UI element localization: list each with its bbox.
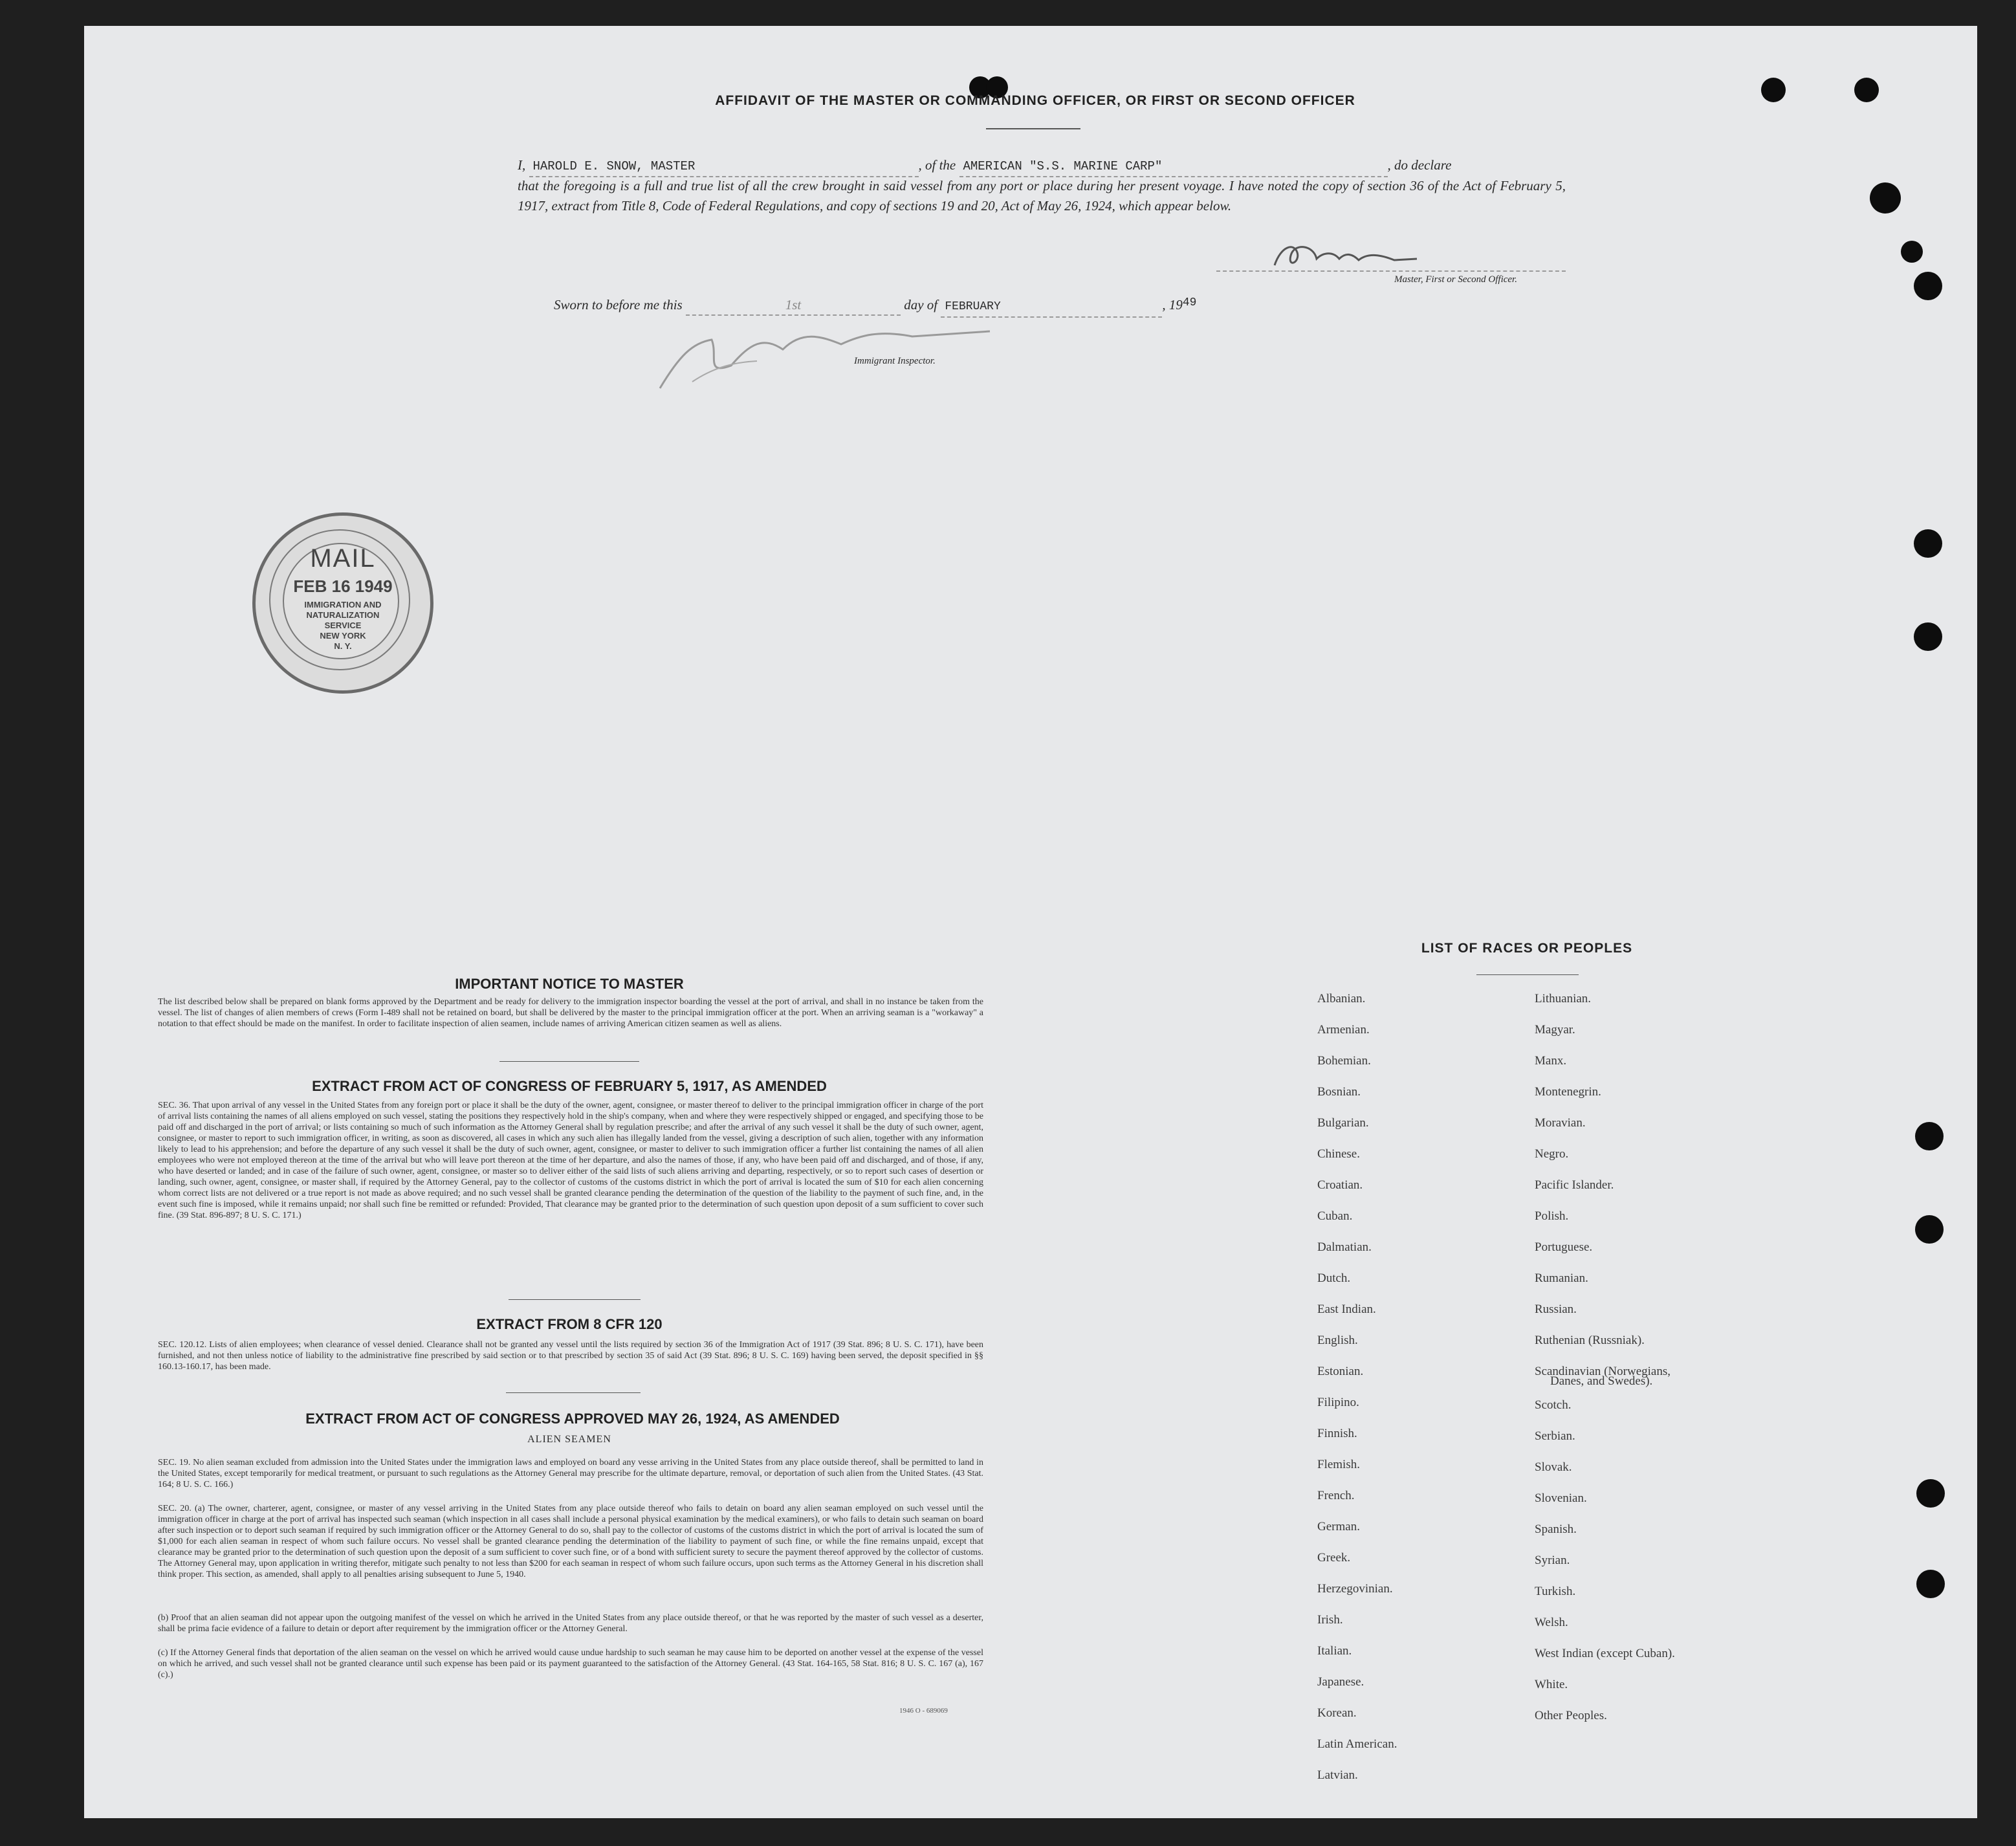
prefix-i: I,	[518, 157, 526, 173]
sec20b-text: (b) Proof that an alien seaman did not appear upon the outgoing manifest of the vessel on which he arrived in the United States from any place outside thereof, or that he was reported by the master of such vessel as a deserter, shall be prima facie evidence of a failure to detain or deport after requirement by the immigration officer or the Attorney General.	[158, 1613, 983, 1634]
stamp-date: FEB 16 1949	[293, 577, 393, 596]
race-item: Other Peoples.	[1535, 1709, 1607, 1722]
race-item: Finnish.	[1317, 1427, 1357, 1440]
race-item: West Indian (except Cuban).	[1535, 1647, 1675, 1660]
race-item: Scotch.	[1535, 1398, 1572, 1412]
cfr-title: EXTRACT FROM 8 CFR 120	[476, 1316, 663, 1332]
inspector-caption: Immigrant Inspector.	[854, 356, 936, 366]
notice-title: IMPORTANT NOTICE TO MASTER	[455, 976, 684, 992]
vessel-field	[959, 157, 1388, 177]
sworn-day-value: 1st	[785, 297, 802, 313]
sec20c-text: (c) If the Attorney General finds that deportation of the alien seaman on the vessel on which he arrived would cause undue hardship to such seaman he may cause him to be deported on another vessel at the expense of the vessel on which he arrived, and such vessel shall not be granted clearance until such expense has been paid or its payment guaranteed to the satisfaction of the Attorney General. (43 Stat. 164-165, 58 Stat. 816; 8 U. S. C. 167 (a), 167 (c).)	[158, 1648, 983, 1680]
race-item: Ruthenian (Russniak).	[1535, 1334, 1645, 1347]
race-item: East Indian.	[1317, 1302, 1376, 1316]
punch-hole	[1914, 622, 1942, 651]
race-item: German.	[1317, 1520, 1360, 1533]
mail-received-stamp	[252, 512, 433, 694]
race-item: Moravian.	[1535, 1116, 1586, 1130]
affidavit-title: AFFIDAVIT OF THE MASTER OR COMMANDING OFFICER, OR FIRST OR SECOND OFFICER	[715, 93, 1355, 108]
race-item: Lithuanian.	[1535, 992, 1592, 1005]
punch-hole	[1761, 78, 1786, 102]
punch-hole	[1915, 1122, 1944, 1150]
race-item: Slovak.	[1535, 1460, 1572, 1474]
race-item: Russian.	[1535, 1302, 1577, 1316]
race-item: Magyar.	[1535, 1023, 1575, 1037]
stamp-line2: NATURALIZATION	[306, 610, 380, 620]
race-item: Danes, and Swedes).	[1550, 1374, 1653, 1388]
race-item: Latvian.	[1317, 1768, 1358, 1782]
punch-hole	[1870, 182, 1901, 214]
sec20a-text: SEC. 20. (a) The owner, charterer, agent, consignee, or master of any vessel arriving in the United States from any place outside thereof who fails to detain on board any alien seaman employed on such vessel until the immigration officer in charge at the port of arrival has inspected such seaman (which inspection in all cases shall include a personal physical examination by the medical examiners), or who fails to detain such seaman on board after such inspection or to deport such seaman if required by such immigration officer or the Attorney General to do so, shall pay to the collector of customs of the customs district in which the port of arrival is located the sum of $1,000 for each alien seaman in respect of whom such failure occurs. No vessel shall be granted clearance pending the determination of the liability to payment of such fine, or while the fine remains unpaid, except that clearance may be granted prior to the determination of such question upon the deposit of a sum sufficient to cover such fine, or of a bond with sufficient surety to secure the payment thereof approved by the collector of customs. The Attorney General may, upon application in writing therefor, mitigate such penalty to not less than $200 for each seaman in respect of whom such failure occurs, upon such terms as the Attorney General in his discretion shall think proper. This section, as amended, shall apply to all penalties arising subsequent to June 5, 1940.	[158, 1504, 983, 1579]
race-item: Turkish.	[1535, 1585, 1576, 1598]
races-column-1	[1317, 983, 1524, 1791]
race-item: Dutch.	[1317, 1271, 1351, 1285]
year-prefix: , 19	[1162, 297, 1183, 313]
race-item: Flemish.	[1317, 1458, 1360, 1471]
race-item: Bulgarian.	[1317, 1116, 1369, 1130]
stamp-line3: SERVICE	[324, 621, 362, 630]
race-item: Italian.	[1317, 1644, 1352, 1658]
vessel-value: AMERICAN "S.S. MARINE CARP"	[963, 159, 1163, 173]
sworn-month-value: FEBRUARY	[945, 300, 1001, 313]
stamp-word: MAIL	[310, 544, 376, 573]
race-item: Portuguese.	[1535, 1240, 1593, 1254]
race-item: French.	[1317, 1489, 1355, 1502]
punch-hole	[1914, 529, 1942, 558]
do-declare-text: , do declare	[1387, 157, 1452, 173]
stamp-line5: N. Y.	[334, 641, 352, 651]
race-item: Bosnian.	[1317, 1085, 1361, 1099]
race-item: Herzegovinian.	[1317, 1582, 1393, 1596]
race-item: Scandinavian (Norwegians,	[1535, 1365, 1671, 1378]
alien-seamen-subtitle: ALIEN SEAMEN	[527, 1434, 611, 1445]
punch-hole	[1901, 241, 1923, 263]
notice-rule	[499, 1061, 639, 1062]
extract-1917-rule	[509, 1299, 641, 1300]
race-item: Slovenian.	[1535, 1491, 1587, 1505]
master-name-field	[529, 157, 919, 177]
affidavit-body: that the foregoing is a full and true list of all the crew brought in said vessel from any port or place during her present voyage. I have noted the copy of section 36 of the Act of February 5, 1917, extract from Title 8, Code of Federal Regulations, and copy of sections 19 and 20, Act of May 26, 1924, which appear below.	[518, 178, 1566, 214]
master-name-value: HAROLD E. SNOW, MASTER	[532, 159, 696, 173]
races-rule	[1476, 974, 1579, 975]
affidavit-declaration-line	[518, 155, 1566, 177]
race-item: Spanish.	[1535, 1522, 1577, 1536]
race-item: Albanian.	[1317, 992, 1366, 1005]
extract-1917-title: EXTRACT FROM ACT OF CONGRESS OF FEBRUARY 5, 1917, AS AMENDED	[312, 1078, 827, 1094]
race-item: Latin American.	[1317, 1737, 1397, 1751]
race-item: Syrian.	[1535, 1554, 1570, 1567]
punch-hole	[1914, 272, 1942, 300]
inspector-signature	[653, 304, 1016, 395]
race-item: Greek.	[1317, 1551, 1351, 1565]
notice-text: The list described below shall be prepared on blank forms approved by the Department and be ready for delivery to the immigration inspector boarding the vessel at the port of arrival, and shall in no instance be taken from the vessel. The list of changes of alien members of crews (Form I-489 shall not be retained on board, but shall be delivered by the master to the principal immigration officer at the port. When an arriving seaman is a "workaway" a notation to that effect should be made on the manifest. In order to facilitate inspection of alien seamen, include names of arriving American citizen seamen as well as aliens.	[158, 997, 983, 1029]
stamp-line1: IMMIGRATION AND	[304, 600, 382, 610]
race-item: Irish.	[1317, 1613, 1343, 1627]
race-item: Rumanian.	[1535, 1271, 1588, 1285]
race-item: Filipino.	[1317, 1396, 1359, 1409]
punch-hole	[1854, 78, 1879, 102]
punch-hole	[1916, 1570, 1945, 1598]
race-item: Croatian.	[1317, 1178, 1363, 1192]
signature-line	[1216, 270, 1566, 272]
race-item: English.	[1317, 1334, 1358, 1347]
extract-1924-title: EXTRACT FROM ACT OF CONGRESS APPROVED MAY 26, 1924, AS AMENDED	[305, 1411, 840, 1427]
printer-code: 1946 O - 689069	[899, 1707, 948, 1715]
race-item: Chinese.	[1317, 1147, 1360, 1161]
title-rule	[986, 128, 1080, 129]
cfr-rule	[506, 1392, 641, 1393]
year-suffix: 49	[1182, 296, 1197, 309]
day-of-text: day of	[904, 297, 938, 313]
race-item: Welsh.	[1535, 1616, 1568, 1629]
stamp-line4: NEW YORK	[320, 631, 366, 641]
race-item: Bohemian.	[1317, 1054, 1371, 1068]
race-item: Montenegrin.	[1535, 1085, 1601, 1099]
race-item: Dalmatian.	[1317, 1240, 1372, 1254]
race-item: Armenian.	[1317, 1023, 1370, 1037]
of-the-text: , of the	[918, 157, 956, 173]
sworn-prefix: Sworn to before me this	[554, 297, 683, 313]
race-item: Cuban.	[1317, 1209, 1353, 1223]
extract-1917-text: SEC. 36. That upon arrival of any vessel in the United States from any foreign port or place it shall be the duty of the owner, agent, consignee, or master thereof to deliver to the principal immigration officer in charge of the port of arrival lists containing the names of all aliens employed on such vessel, stating the positions they respectively hold in the ship's company, when and where they were respectively shipped or engaged, and specifying those to be paid off and discharged in the port of arrival; or lists containing so much of such information as the Attorney General shall by regulation prescribe; and after the arrival of any such vessel it shall be the duty of such owner, agent, consignee, or master to report to such immigration officer, in writing, as soon as discovered, all cases in which any such alien has illegally landed from the vessel, giving a description of such alien, together with any information likely to lead to his apprehension; and before the departure of any such vessel it shall be the duty of such owner, agent, consignee, or master to deliver to such immigration officer a further list containing the names of all alien employees who were not employed thereon at the time of the arrival but who will leave port thereon at the time of her departure, and also the names of those, if any, who have been paid off and discharged, and of those, if any, who have deserted or landed; and in case of the failure of such owner, agent, consignee, or master so to deliver either of the said lists of such aliens arriving and departing, respectively, or so to report such cases of desertion or landing, such owner, agent, consignee, or master shall, if required by the Attorney General, pay to the collector of customs of the customs district in which the port of arrival is located the sum of $10 for each alien concerning whom correct lists are not delivered or a true report is not made as above required; and no such vessel shall be granted clearance pending the determination of the question of the liability to the payment of such fine, and, in the event such fine is imposed, while it remains unpaid; nor shall such fine be remitted or refunded: Provided, That clearance may be granted prior to the determination of such question upon deposit of a sum sufficient to cover such fine. (39 Stat. 896-897; 8 U. S. C. 171.)	[158, 1101, 983, 1220]
signature-caption: Master, First or Second Officer.	[1394, 274, 1517, 285]
race-item: Estonian.	[1317, 1365, 1364, 1378]
race-item: Pacific Islander.	[1535, 1178, 1614, 1192]
race-item: Japanese.	[1317, 1675, 1364, 1689]
race-item: Korean.	[1317, 1706, 1357, 1720]
race-item: Negro.	[1535, 1147, 1569, 1161]
races-title: LIST OF RACES OR PEOPLES	[1421, 941, 1633, 956]
punch-hole	[1916, 1479, 1945, 1508]
punch-hole	[1915, 1215, 1944, 1244]
cfr-text: SEC. 120.12. Lists of alien employees; when clearance of vessel denied. Clearance shall not be granted any vessel until the lists required by section 36 of the Immigration Act of 1917 (39 Stat. 896; 8 U. S. C. 171), have been furnished, and not then unless notice of liability to the administrative fine prescribed by said section or to that prescribed by section 35 of said Act (39 Stat. 896; 8 U. S. C. 169) having been served, the deposit specified in §§ 160.13-160.17, has been made.	[158, 1340, 983, 1372]
race-item: Manx.	[1535, 1054, 1567, 1068]
race-item: Serbian.	[1535, 1429, 1575, 1443]
race-item: Polish.	[1535, 1209, 1569, 1223]
sec19-text: SEC. 19. No alien seaman excluded from admission into the United States under the immigration laws and employed on board any vesse arriving in the United States from any place outside thereof, shall be permitted to land in the United States, except temporarily for medical treatment, or pursuant to such regulations as the Attorney General may prescribe for the ultimate departure, removal, or deportation of such alien from the United States. (43 Stat. 164; 8 U. S. C. 166.)	[158, 1458, 983, 1489]
race-item: White.	[1535, 1678, 1568, 1691]
races-column-2	[1535, 983, 1871, 1731]
